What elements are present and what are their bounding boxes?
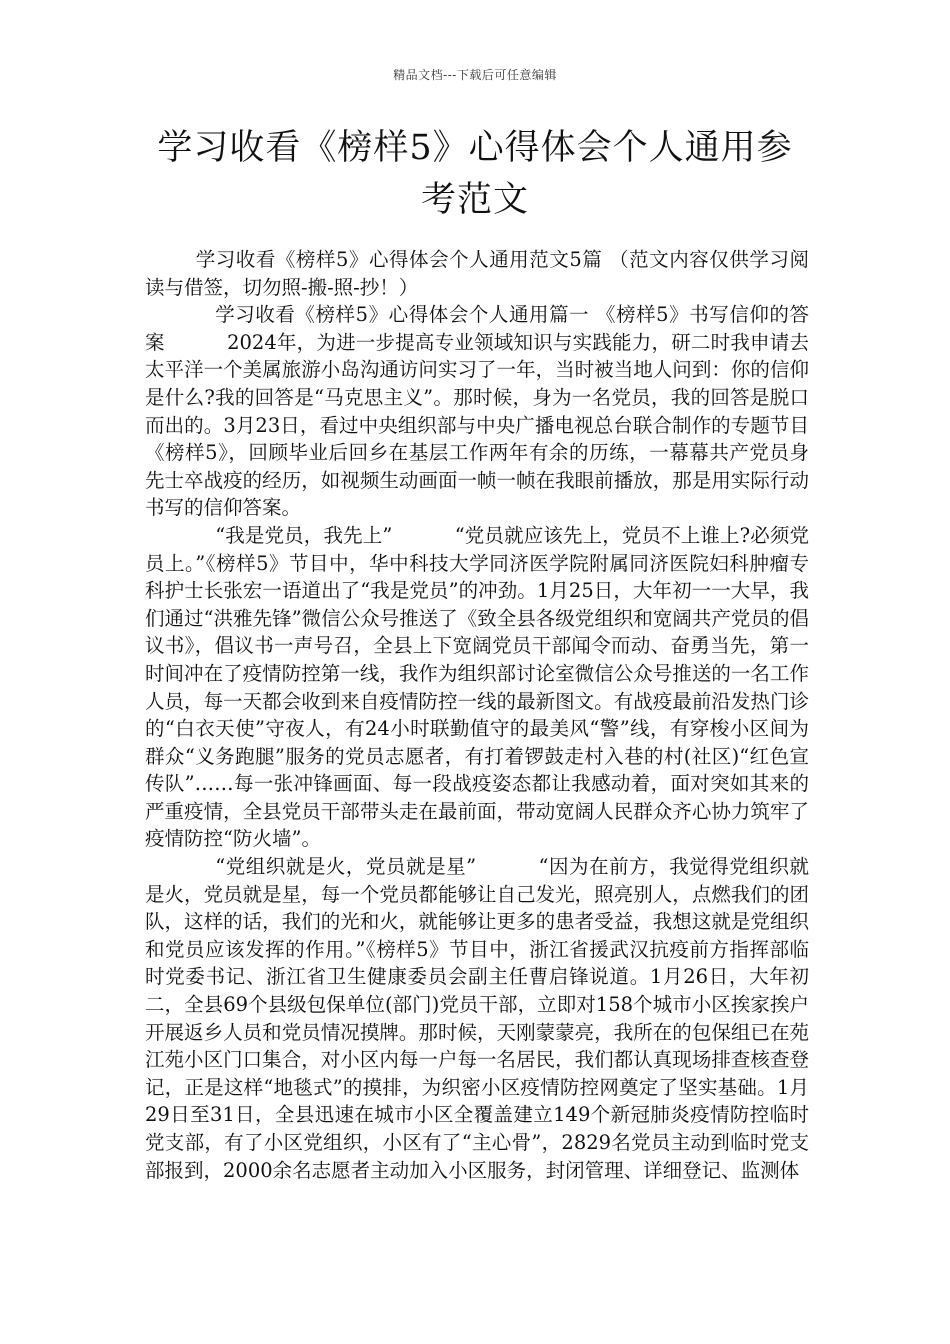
section-3-text: “因为在前方，我觉得党组织就是火，党员就是星，每一个党员都能够让自己发光，照亮别人，点燃我们的团队，这样的话，我们的光和火，就能够让更多的患者受益，我想这就是党组织和党员应该发挥的作用。”《榜样5》节目中，浙江省援武汉抗疫前方指挥部临时党委书记、浙江省卫生健康委员会副主任曹启锋说道。1月26日，大年初二，全县69个县级包保单位(部门)党员干部，立即对158个城市小区挨家挨户开展返乡人员和党员情况摸牌。那时候，天刚蒙蒙亮，我所在的包保组已在苑江苑小区门口集合，对小区内每一户每一名居民，我们都认真现场排查核查登记，正是这样“地毯式”的摸排，为织密小区疫情防控网奠定了坚实基础。1月29日至31日，全县迅速在城市小区全覆盖建立149个新冠肺炎疫情防控临时党支部，有了小区党组织，小区有了“主心骨”，2829名党员主动到临时党支部报到，2000余名志愿者主动加入小区服务，封闭管理、详细登记、监测体 [145, 855, 809, 1182]
page-header-note: 精品文档---下载后可任意编辑 [393, 68, 557, 82]
section-2-paragraph [145, 522, 809, 853]
section-3-paragraph [145, 853, 809, 1184]
section-2-text: “党员就应该先上，党员不上谁上?必须党员上。”《榜样5》节目中，华中科技大学同济医学院附属同济医院妇科肿瘤专科护士长张宏一语道出了“我是党员”的冲劲。1月25日，大年初一一大早，我们通过“洪雅先锋”微信公众号推送了《致全县各级党组织和宽阔共产党员的倡议书》，倡议书一声号召，全县上下宽阔党员干部闻令而动、奋勇当先，第一时间冲在了疫情防控第一线，我作为组织部讨论室微信公众号推送的一名工作人员，每一天都会收到来自疫情防控一线的最新图文。有战疫最前沿发热门诊的“白衣天使”守夜人，有24小时联勤值守的最美风“警”线，有穿梭小区间为群众“义务跑腿”服务的党员志愿者，有打着锣鼓走村入巷的村(社区)“红色宣传队”……每一张冲锋画面、每一段战疫姿态都让我感动着，面对突如其来的严重疫情，全县党员干部带头走在最前面，带动宽阔人民群众齐心协力筑牢了疫情防控“防火墙”。 [145, 523, 809, 851]
section-3-heading: “党组织就是火，党员就是星” [215, 855, 477, 879]
section-1-heading: 学习收看《榜样5》心得体会个人通用篇一 《榜样5》书写信仰的答案 [145, 303, 809, 354]
section-1-text: 2024年，为进一步提高专业领域知识与实践能力，研二时我申请去太平洋一个美属旅游小岛沟通访问实习了一年，当时被当地人问到：你的信仰是什么?我的回答是“马克思主义”。那时候，身为一名党员，我的回答是脱口而出的。3月23日，看过中央组织部与中央广播电视总台联合制作的专题节目《榜样5》，回顾毕业后回乡在基层工作两年有余的历练，一幕幕共产党员身先士卒战疫的经历，如视频生动画面一帧一帧在我眼前播放，那是用实际行动书写的信仰答案。 [145, 330, 809, 520]
section-2-heading: “我是党员，我先上” [215, 523, 393, 547]
section-1-paragraph [145, 301, 809, 522]
document-body [145, 246, 809, 1184]
intro-paragraph: 学习收看《榜样5》心得体会个人通用范文5篇 （范文内容仅供学习阅读与借签，切勿照-搬-照-抄！） [145, 248, 809, 299]
document-title: 学习收看《榜样5》心得体会个人通用参考范文 [157, 128, 793, 220]
